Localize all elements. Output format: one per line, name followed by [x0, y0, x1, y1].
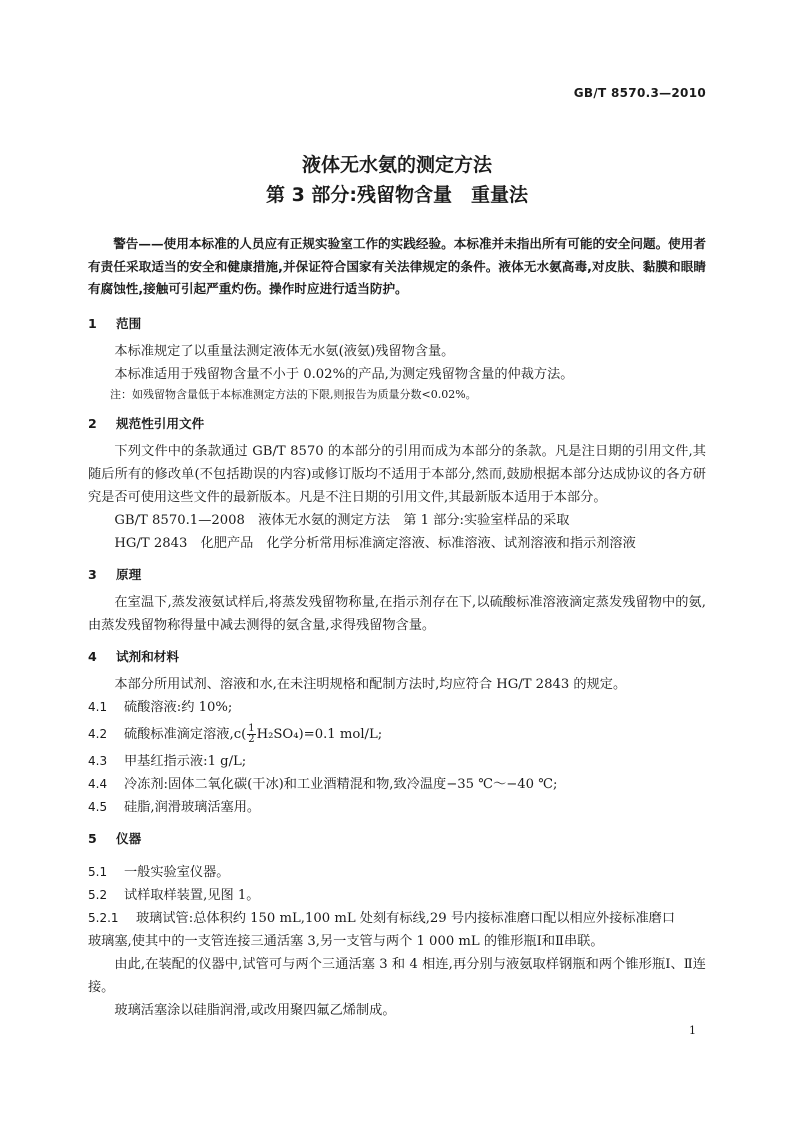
list-item — [88, 861, 706, 884]
item-text: 一般实验室仪器。 — [124, 864, 230, 880]
section-title: 试剂和材料 — [116, 648, 179, 664]
document-body — [88, 233, 706, 1022]
section-number: 5 — [88, 830, 97, 846]
item-text: 硫酸标准滴定溶液,c( — [124, 726, 247, 742]
paragraph: 本标准规定了以重量法测定液体无水氨(液氨)残留物含量。 — [114, 343, 455, 359]
section-5-heading — [88, 829, 706, 849]
list-item — [88, 719, 706, 750]
section-title: 仪器 — [116, 830, 142, 846]
item-text: 硫酸溶液:约 10%; — [124, 699, 233, 715]
section-number: 3 — [88, 566, 97, 582]
section-title: 规范性引用文件 — [116, 415, 205, 431]
note: 注：如残留物含量低于本标准测定方法的下限,则报告为质量分数<0.02%。 — [110, 387, 477, 401]
section-title: 范围 — [116, 315, 142, 331]
item-text: H₂SO₄)=0.1 mol/L; — [256, 726, 383, 742]
list-item — [88, 750, 706, 773]
paragraph: 玻璃活塞涂以硅脂润滑,或改用聚四氟乙烯制成。 — [114, 1002, 396, 1018]
section-1-heading — [88, 314, 706, 334]
section-number: 2 — [88, 415, 97, 431]
paragraph: 由此,在装配的仪器中,试管可与两个三通活塞 3 和 4 相连,再分别与液氨取样钢瓶和两个锥形瓶Ⅰ、Ⅱ连接。 — [88, 956, 706, 995]
item-number: 4.2 — [88, 726, 108, 741]
list-item — [88, 884, 706, 907]
fraction — [247, 724, 255, 745]
title-line-1: 液体无水氨的测定方法 — [301, 154, 492, 176]
item-text: 试样取样装置,见图 1。 — [124, 887, 260, 903]
item-number: 4.4 — [88, 776, 108, 791]
paragraph: 在室温下,蒸发液氨试样后,将蒸发残留物称量,在指示剂存在下,以硫酸标准溶液滴定蒸发残留物中的氨,由蒸发残留物称得量中减去测得的氨含量,求得残留物含量。 — [88, 594, 706, 633]
page-number: 1 — [689, 1024, 696, 1037]
item-number: 5.2 — [88, 887, 108, 902]
reference-item: GB/T 8570.1—2008 液体无水氨的测定方法 第 1 部分:实验室样品的采取 — [114, 512, 570, 528]
list-item — [88, 907, 706, 930]
paragraph: 本标准适用于残留物含量不小于 0.02%的产品,为测定残留物含量的仲裁方法。 — [114, 366, 574, 382]
list-item — [88, 696, 706, 719]
reference-item: HG/T 2843 化肥产品 化学分析常用标准滴定溶液、标准溶液、试剂溶液和指示剂溶液 — [114, 535, 636, 551]
section-title: 原理 — [116, 566, 142, 582]
item-text: 硅脂,润滑玻璃活塞用。 — [124, 799, 261, 815]
paragraph: 本部分所用试剂、溶液和水,在未注明规格和配制方法时,均应符合 HG/T 2843 的规定。 — [114, 676, 627, 692]
standard-code: GB/T 8570.3—2010 — [573, 86, 706, 100]
item-text: 玻璃试管:总体积约 150 mL,100 mL 处刻有标线,29 号内接标准磨口配以相应外接标准磨口 — [136, 910, 676, 926]
item-number: 4.5 — [88, 799, 108, 814]
item-text: 冷冻剂:固体二氧化碳(干冰)和工业酒精混和物,致冷温度−35 ℃～−40 ℃; — [124, 776, 558, 792]
item-number: 5.1 — [88, 864, 108, 879]
section-4-heading — [88, 647, 706, 667]
section-2-heading — [88, 414, 706, 434]
list-item — [88, 796, 706, 819]
list-item — [88, 773, 706, 796]
item-number: 4.1 — [88, 699, 108, 714]
warning-paragraph: 警告——使用本标准的人员应有正规实验室工作的实践经验。本标准并未指出所有可能的安全问题。使用者有责任采取适当的安全和健康措施,并保证符合国家有关法律规定的条件。液体无水氨高毒,对皮肤、黏膜和眼睛有腐蚀性,接触可引起严重灼伤。操作时应进行适当防护。 — [88, 236, 706, 296]
section-number: 1 — [88, 315, 97, 331]
section-number: 4 — [88, 648, 97, 664]
fraction-denominator: 2 — [248, 733, 255, 745]
item-number: 5.2.1 — [88, 910, 119, 925]
fraction-numerator: 1 — [248, 722, 255, 734]
title-line-2: 第 3 部分:残留物含量 重量法 — [265, 184, 529, 206]
paragraph: 下列文件中的条款通过 GB/T 8570 的本部分的引用而成为本部分的条款。凡是注日期的引用文件,其随后所有的修改单(不包括勘误的内容)或修订版均不适用于本部分,然而,鼓励根据本部分达成协议的各方研究是否可使用这些文件的最新版本。凡是不注日期的引用文件,其最新版本适用于本部分。 — [88, 443, 706, 505]
item-number: 4.3 — [88, 753, 108, 768]
paragraph-continuation: 玻璃塞,使其中的一支管连接三通活塞 3,另一支管与两个 1 000 mL 的锥形瓶Ⅰ和Ⅱ串联。 — [88, 933, 604, 949]
section-3-heading — [88, 565, 706, 585]
item-text: 甲基红指示液:1 g/L; — [124, 753, 247, 769]
